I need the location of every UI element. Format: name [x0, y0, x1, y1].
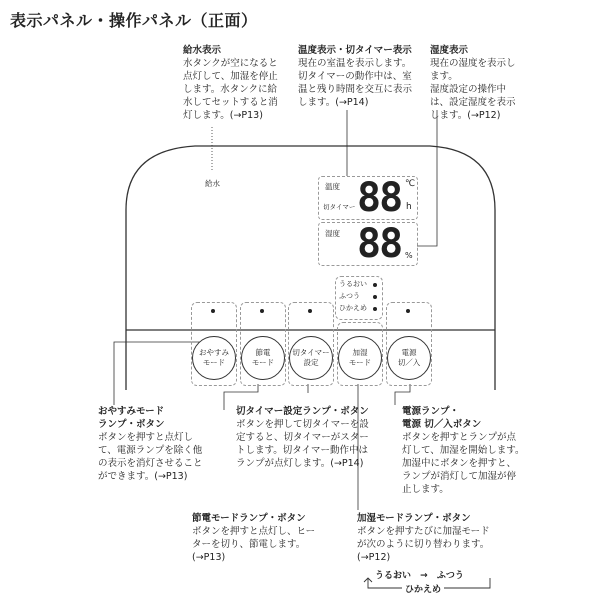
humid-option-3: ひかえめ	[339, 304, 367, 312]
water-callout-body: 水タンクが空になると 点灯して、加湿を停止 します。水タンクに給 水してセットすると消 灯します。(→P13)	[183, 58, 278, 121]
sleep-callout-body: ボタンを押すと点灯し て、電源ランプを除く他 の表示を消灯させること ができます。(→P13)	[98, 432, 203, 482]
eco-callout-body: ボタンを押すと点灯し、ヒー ターを切り、節電します。 (→P13)	[192, 526, 316, 563]
power-button[interactable]: 電源 切／入	[387, 336, 431, 380]
humid-option-1: うるおい	[339, 280, 367, 288]
cycle-row	[375, 568, 464, 581]
eco-callout-heading: 節電モードランプ・ボタン	[192, 513, 306, 524]
temp-callout-body: 現在の室温を表示します。 切タイマーの動作中は、室 温と残り時間を交互に表示 します。(→P14)	[298, 58, 413, 108]
humidity-callout-body: 現在の湿度を表示し ます。 湿度設定の操作中 は、設定湿度を表示 します。(→P12)	[430, 58, 516, 121]
humid-mode-button[interactable]: 加湿 モード	[338, 336, 382, 380]
timer-callout	[236, 405, 386, 470]
water-callout-heading: 給水表示	[183, 45, 222, 56]
page-title: 表示パネル・操作パネル（正面）	[10, 11, 258, 30]
power-callout	[402, 405, 542, 496]
hour-unit: h	[406, 202, 412, 212]
temp-callout-heading: 温度表示・切タイマー表示	[298, 45, 412, 56]
timer-label: 切タイマー	[323, 203, 356, 211]
temperature-display	[318, 176, 418, 220]
temp-label: 温度	[325, 182, 340, 191]
humid-lamp-3	[373, 307, 377, 311]
humidity-callout-heading: 湿度表示	[430, 45, 469, 56]
cycle-option-a: うるおい	[375, 571, 412, 581]
eco-callout	[192, 512, 342, 564]
sleep-lamp	[211, 309, 215, 313]
temp-digits: 88	[357, 175, 402, 221]
humid-mode-callout-body: ボタンを押すたびに加湿モード が次のように切り替わります。 (→P12)	[357, 526, 490, 563]
sleep-mode-button[interactable]: おやすみ モード	[192, 336, 236, 380]
timer-lamp	[308, 309, 312, 313]
power-lamp	[406, 309, 410, 313]
humid-mode-callout	[357, 512, 517, 564]
humid-mode-lamps	[335, 276, 383, 320]
sleep-callout-heading: おやすみモード ランプ・ボタン	[98, 406, 165, 430]
humid-option-2: ふつう	[339, 292, 360, 300]
humid-mode-callout-heading: 加湿モードランプ・ボタン	[357, 513, 471, 524]
sleep-callout	[98, 405, 228, 483]
water-indicator-label: 給水	[205, 179, 220, 188]
power-callout-heading: 電源ランプ・ 電源 切／入ボタン	[402, 406, 482, 430]
timer-callout-body: ボタンを押して切タイマーを設 定すると、切タイマーがスター トします。切タイマー動作中は ランプが点灯します。(→P14)	[236, 419, 369, 469]
cycle-option-c: ひかえめ	[402, 582, 444, 595]
humidity-label: 湿度	[325, 229, 340, 238]
eco-mode-button[interactable]: 節電 モード	[241, 336, 285, 380]
humidity-display	[318, 222, 418, 266]
off-timer-button[interactable]: 切タイマー 設定	[289, 336, 333, 380]
eco-lamp	[260, 309, 264, 313]
temp-unit: ℃	[405, 179, 416, 189]
humid-lamp-2	[373, 295, 377, 299]
power-callout-body: ボタンを押すとランプが点 灯して、加湿を開始します。 加湿中にボタンを押すと、 ランプが消灯して加湿が停 止します。	[402, 432, 525, 495]
cycle-arrow: →	[420, 571, 428, 581]
humidity-unit: %	[405, 251, 413, 260]
cycle-option-b: ふつう	[436, 571, 464, 581]
timer-callout-heading: 切タイマー設定ランプ・ボタン	[236, 406, 369, 417]
humid-lamp-1	[373, 283, 377, 287]
humidity-digits: 88	[357, 221, 402, 267]
